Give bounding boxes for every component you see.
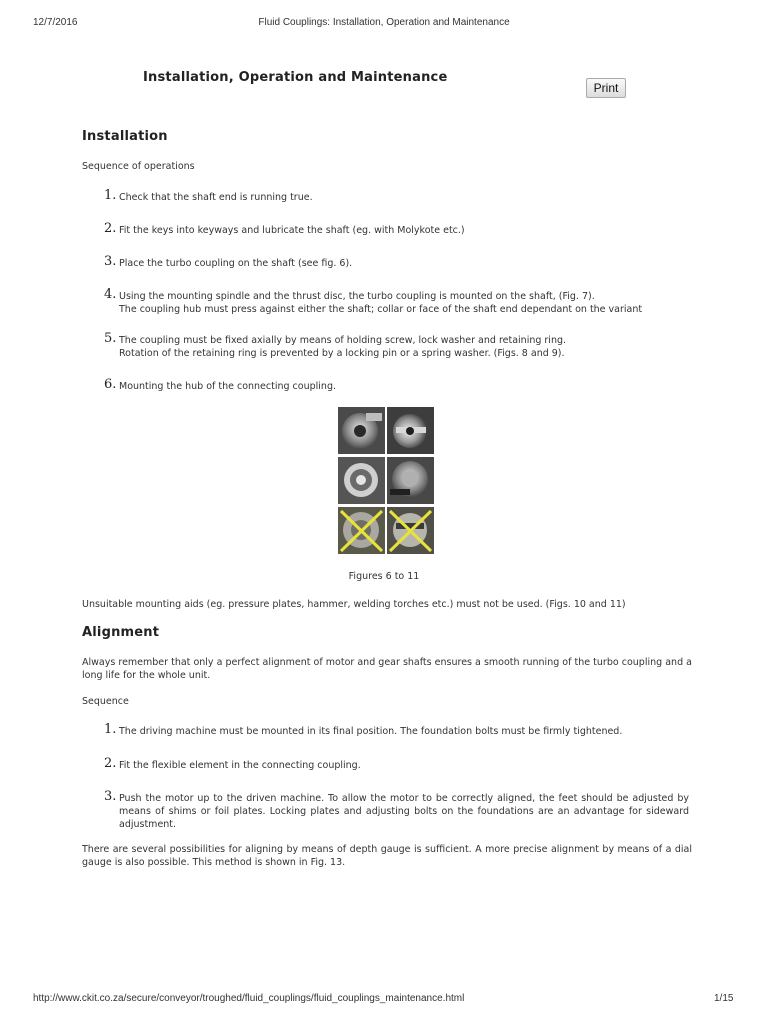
- step-text: The coupling hub must press against either the shaft; collar or face of the shaft end dependant on the variant: [119, 304, 643, 315]
- print-button[interactable]: Print: [586, 78, 626, 98]
- installation-heading: Installation: [82, 129, 168, 144]
- page-url[interactable]: http://www.ckit.co.za/secure/conveyor/troughed/fluid_couplings/fluid_couplings_maintenance.html: [33, 993, 465, 1004]
- step-number: 3.: [104, 789, 117, 804]
- step-text: Place the turbo coupling on the shaft (see fig. 6).: [119, 258, 353, 269]
- step-text: Rotation of the retaining ring is prevented by a locking pin or a spring washer. (Figs. 8 and 9).: [119, 348, 565, 359]
- step-number: 2.: [104, 756, 117, 771]
- fig-11-photo: [387, 507, 434, 554]
- print-date: 12/7/2016: [33, 17, 78, 28]
- step-text: Mounting the hub of the connecting coupling.: [119, 381, 336, 392]
- fig-6-photo: [338, 407, 385, 454]
- step-text: Using the mounting spindle and the thrust disc, the turbo coupling is mounted on the shaft, (Fig. 7).: [119, 291, 595, 302]
- alignment-intro: Always remember that only a perfect alignment of motor and gear shafts ensures a smooth running of the turbo coupling and a long life for the whole unit.: [82, 657, 692, 681]
- step-text: The driving machine must be mounted in its final position. The foundation bolts must be firmly tightened.: [119, 726, 623, 737]
- fig-8-photo: [338, 457, 385, 504]
- mounting-aids-note: Unsuitable mounting aids (eg. pressure plates, hammer, welding torches etc.) must not be used. (Figs. 10 and 11): [82, 599, 626, 610]
- step-text: Push the motor up to the driven machine. To allow the motor to be correctly aligned, the feet should be adjusted by means of shims or foil plates. Locking plates and adjusting bolts on the foundations are an advantage for sideward adjustment.: [119, 793, 689, 830]
- installation-intro: Sequence of operations: [82, 161, 195, 172]
- alignment-heading: Alignment: [82, 625, 160, 640]
- step-number: 3.: [104, 254, 117, 269]
- step-number: 2.: [104, 221, 117, 236]
- fig-7-photo: [387, 407, 434, 454]
- fig-9-photo: [387, 457, 434, 504]
- step-text: The coupling must be fixed axially by means of holding screw, lock washer and retaining ring.: [119, 335, 567, 346]
- step-number: 1.: [104, 188, 117, 203]
- page-title: Installation, Operation and Maintenance: [143, 70, 448, 85]
- step-text: Fit the keys into keyways and lubricate the shaft (eg. with Molykote etc.): [119, 225, 465, 236]
- figure-caption: Figures 6 to 11: [348, 571, 420, 582]
- fig-10-photo: [338, 507, 385, 554]
- step-number: 5.: [104, 331, 117, 346]
- alignment-sequence-label: Sequence: [82, 696, 129, 707]
- figures-6-to-11-image: [338, 407, 434, 554]
- step-number: 1.: [104, 722, 117, 737]
- step-number: 4.: [104, 287, 117, 302]
- alignment-closing: There are several possibilities for aligning by means of depth gauge is sufficient. A more precise alignment by means of a dial gauge is also possible. This method is shown in Fig. 13.: [82, 844, 692, 868]
- step-text: Fit the flexible element in the connecting coupling.: [119, 760, 361, 771]
- print-doc-title: Fluid Couplings: Installation, Operation and Maintenance: [258, 17, 510, 28]
- page-number: 1/15: [714, 993, 734, 1004]
- step-text: Check that the shaft end is running true.: [119, 192, 313, 203]
- step-number: 6.: [104, 377, 117, 392]
